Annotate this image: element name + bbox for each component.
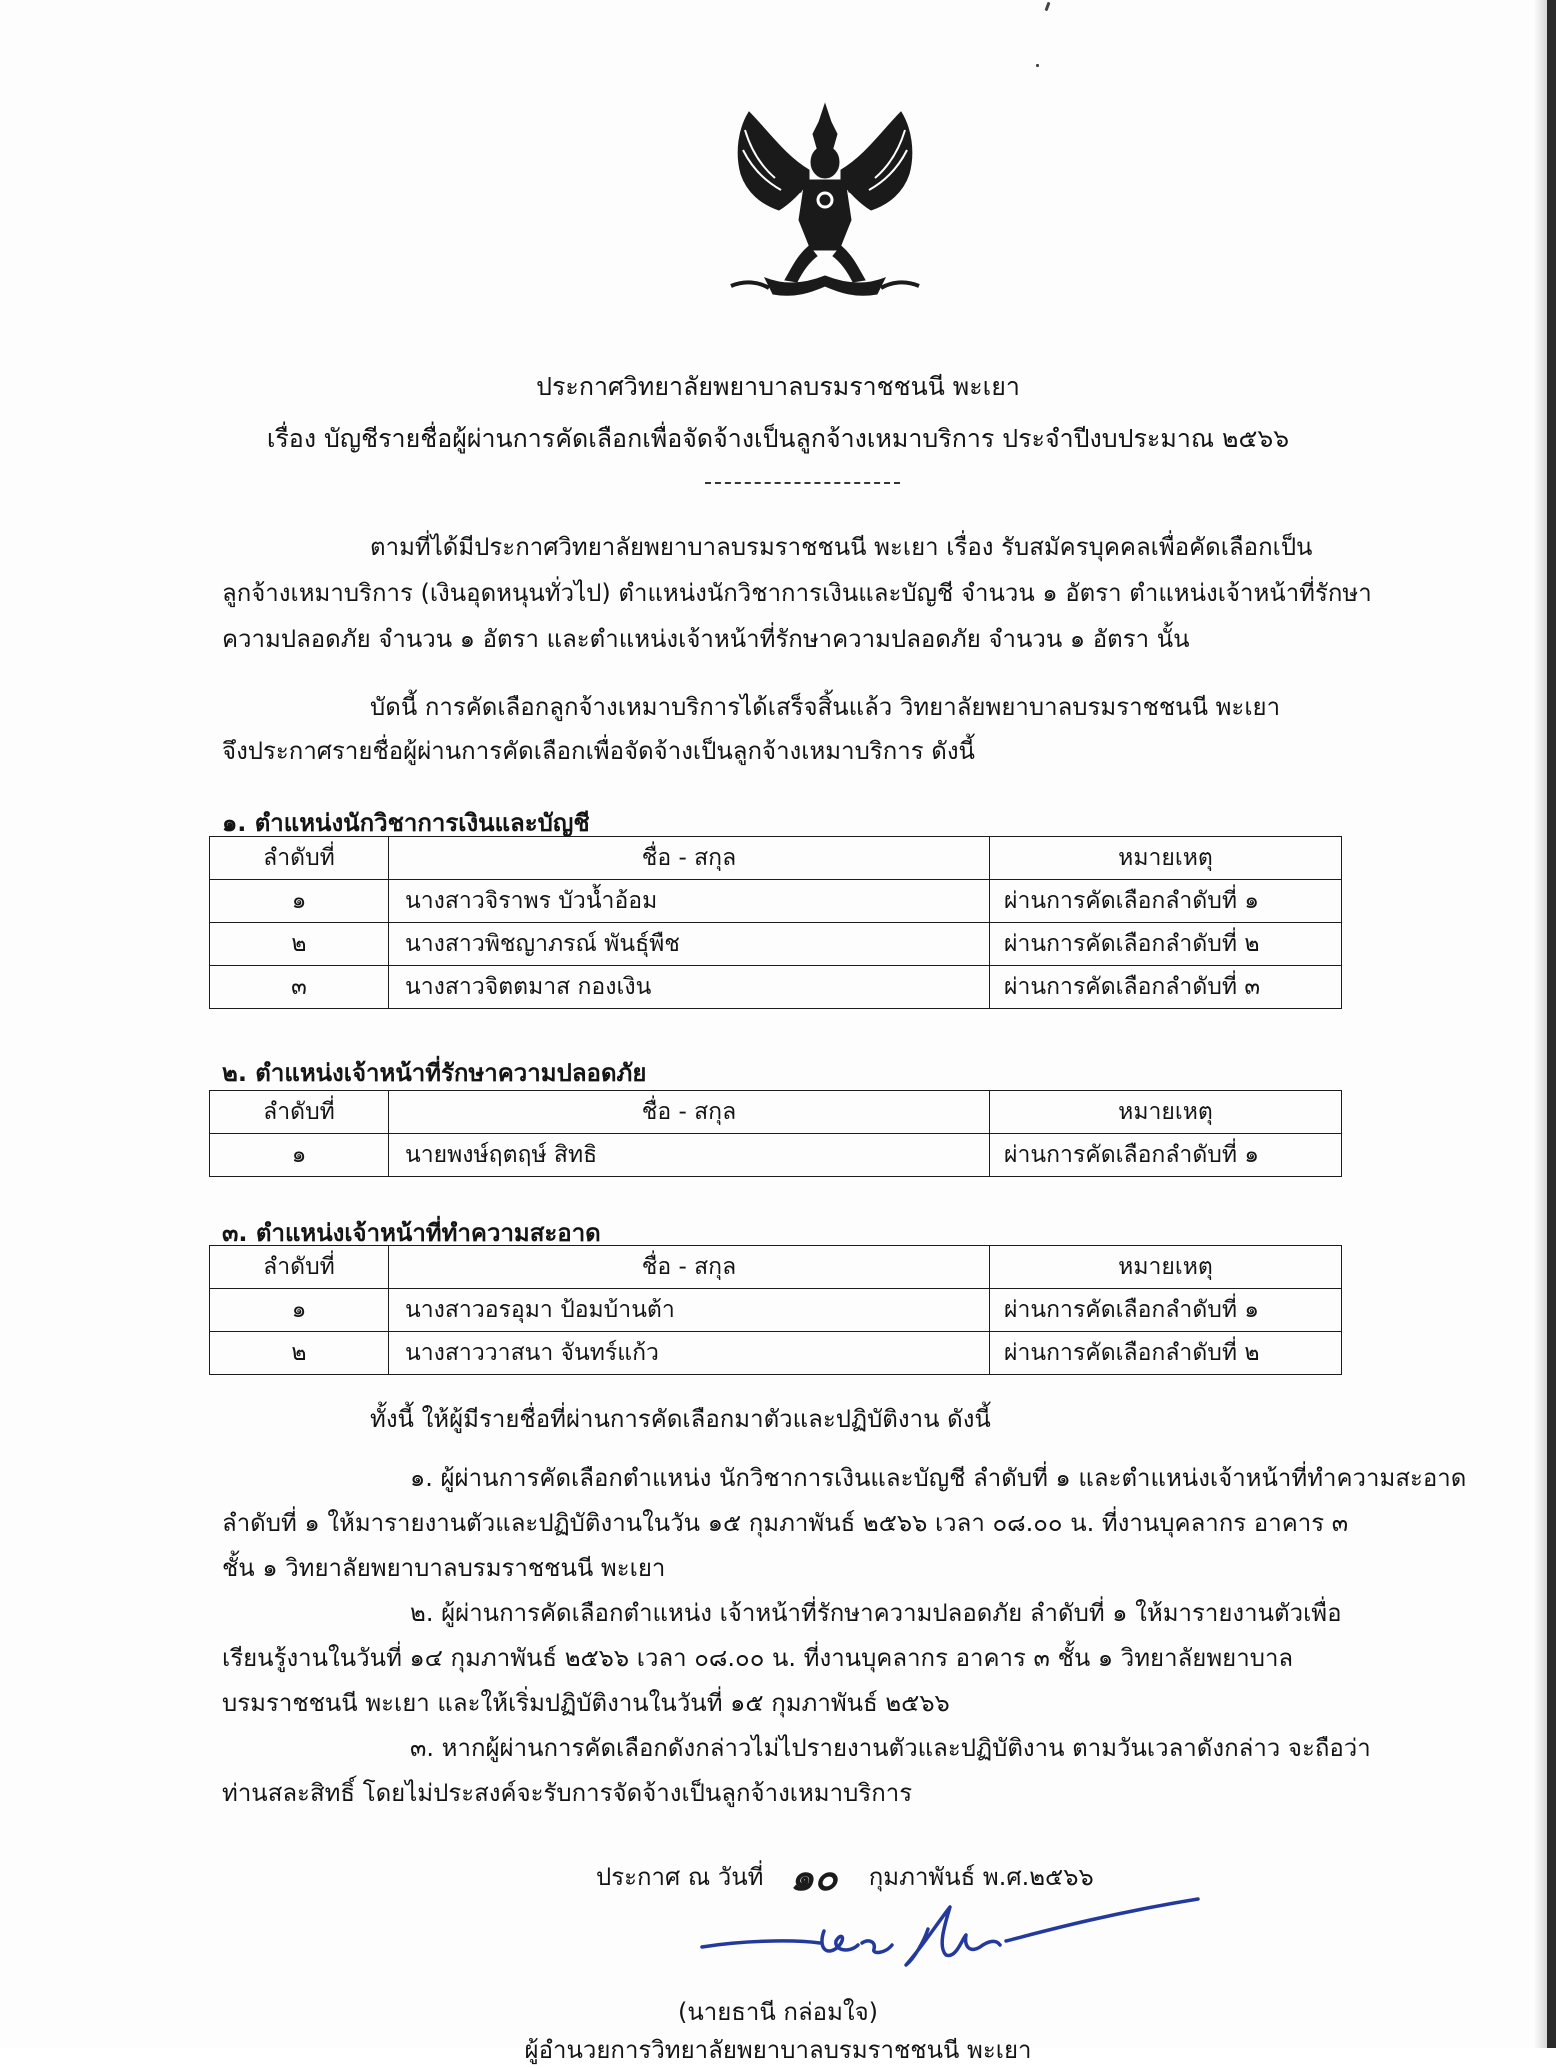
instruction-line: บรมราชชนนี พะเยา และให้เริ่มปฏิบัติงานในวันที่ ๑๕ กุมภาพันธ์ ๒๕๖๖	[222, 1689, 950, 1717]
column-header-name: ชื่อ - สกุล	[389, 837, 990, 880]
scan-edge-shadow	[1533, 0, 1547, 2048]
order-cell: ๒	[210, 1332, 389, 1375]
name-cell: นางสาวอรอุมา ป้อมบ้านต้า	[389, 1289, 990, 1332]
announcement-date	[596, 1857, 1094, 1896]
order-cell: ๑	[210, 1289, 389, 1332]
date-prefix: ประกาศ ณ วันที่	[596, 1863, 764, 1891]
table-row	[210, 880, 1342, 923]
column-header-remark: หมายเหตุ	[990, 1246, 1342, 1289]
scan-speck	[1045, 2, 1051, 11]
table-header-row	[210, 837, 1342, 880]
instructions-intro: ทั้งนี้ ให้ผู้มีรายชื่อที่ผ่านการคัดเลือกมาตัวและปฏิบัติงาน ดังนี้	[370, 1405, 991, 1433]
remark-cell: ผ่านการคัดเลือกลำดับที่ ๒	[990, 923, 1342, 966]
name-cell: นางสาวจิราพร บัวน้ำอ้อม	[389, 880, 990, 923]
remark-cell: ผ่านการคัดเลือกลำดับที่ ๓	[990, 966, 1342, 1009]
title-divider	[705, 482, 900, 484]
handwritten-day: ๑๐	[790, 1854, 838, 1899]
scan-edge	[1547, 0, 1556, 2048]
column-header-remark: หมายเหตุ	[990, 837, 1342, 880]
garuda-emblem-icon	[705, 100, 945, 300]
instruction-line: ๓. หากผู้ผ่านการคัดเลือกดังกล่าวไม่ไปรายงานตัวและปฏิบัติงาน ตามวันเวลาดังกล่าว จะถือว่า	[410, 1734, 1371, 1762]
remark-cell: ผ่านการคัดเลือกลำดับที่ ๒	[990, 1332, 1342, 1375]
table-row	[210, 1134, 1342, 1177]
section-heading-cleaning: ๓. ตำแหน่งเจ้าหน้าที่ทำความสะอาด	[222, 1219, 601, 1247]
announcement-subject: เรื่อง บัญชีรายชื่อผู้ผ่านการคัดเลือกเพื่อจัดจ้างเป็นลูกจ้างเหมาบริการ ประจำปีงบประมาณ ๒๕๖๖	[266, 424, 1290, 453]
order-cell: ๓	[210, 966, 389, 1009]
instruction-line: ลำดับที่ ๑ ให้มารายงานตัวและปฏิบัติงานในวัน ๑๕ กุมภาพันธ์ ๒๕๖๖ เวลา ๐๘.๐๐ น. ที่งานบุคลากร อาคาร ๓	[222, 1509, 1349, 1537]
column-header-name: ชื่อ - สกุล	[389, 1091, 990, 1134]
intro-paragraph-line: ลูกจ้างเหมาบริการ (เงินอุดหนุนทั่วไป) ตำแหน่งนักวิชาการเงินและบัญชี จำนวน ๑ อัตรา ตำแหน่งเจ้าหน้าที่รักษา	[222, 579, 1372, 607]
name-cell: นางสาววาสนา จันทร์แก้ว	[389, 1332, 990, 1375]
signer-name: (นายธานี กล่อมใจ)	[677, 1998, 879, 2026]
instruction-line: ๑. ผู้ผ่านการคัดเลือกตำแหน่ง นักวิชาการเงินและบัญชี ลำดับที่ ๑ และตำแหน่งเจ้าหน้าที่ทำความสะอาด	[410, 1464, 1467, 1492]
instruction-line: ท่านสละสิทธิ์ โดยไม่ประสงค์จะรับการจัดจ้างเป็นลูกจ้างเหมาบริการ	[222, 1779, 913, 1807]
table-row	[210, 923, 1342, 966]
remark-cell: ผ่านการคัดเลือกลำดับที่ ๑	[990, 1289, 1342, 1332]
result-paragraph-line: จึงประกาศรายชื่อผู้ผ่านการคัดเลือกเพื่อจัดจ้างเป็นลูกจ้างเหมาบริการ ดังนี้	[222, 737, 975, 765]
signer-position: ผู้อำนวยการวิทยาลัยพยาบาลบรมราชชนนี พะเยา	[524, 2036, 1032, 2064]
table-row	[210, 1332, 1342, 1375]
remark-cell: ผ่านการคัดเลือกลำดับที่ ๑	[990, 1134, 1342, 1177]
table-row	[210, 966, 1342, 1009]
column-header-name: ชื่อ - สกุล	[389, 1246, 990, 1289]
candidate-table-cleaning	[209, 1245, 1342, 1375]
section-heading-finance: ๑. ตำแหน่งนักวิชาการเงินและบัญชี	[222, 809, 590, 837]
instruction-line: เรียนรู้งานในวันที่ ๑๔ กุมภาพันธ์ ๒๕๖๖ เวลา ๐๘.๐๐ น. ที่งานบุคลากร อาคาร ๓ ชั้น ๑ วิทยาลัยพยาบาล	[222, 1644, 1294, 1672]
name-cell: นายพงษ์ฤตฤษ์ สิทธิ	[389, 1134, 990, 1177]
announcement-title: ประกาศวิทยาลัยพยาบาลบรมราชชนนี พะเยา	[536, 372, 1020, 401]
table-header-row	[210, 1246, 1342, 1289]
intro-paragraph-line: ความปลอดภัย จำนวน ๑ อัตรา และตำแหน่งเจ้าหน้าที่รักษาความปลอดภัย จำนวน ๑ อัตรา นั้น	[222, 625, 1190, 653]
name-cell: นางสาวพิชญาภรณ์ พันธุ์พืช	[389, 923, 990, 966]
column-header-order: ลำดับที่	[210, 1246, 389, 1289]
column-header-order: ลำดับที่	[210, 1091, 389, 1134]
date-month-year: กุมภาพันธ์ พ.ศ.๒๕๖๖	[868, 1863, 1094, 1891]
order-cell: ๑	[210, 1134, 389, 1177]
column-header-remark: หมายเหตุ	[990, 1091, 1342, 1134]
scan-speck	[1036, 64, 1039, 67]
remark-cell: ผ่านการคัดเลือกลำดับที่ ๑	[990, 880, 1342, 923]
column-header-order: ลำดับที่	[210, 837, 389, 880]
candidate-table-security	[209, 1090, 1342, 1177]
name-cell: นางสาวจิตตมาส กองเงิน	[389, 966, 990, 1009]
instruction-line: ชั้น ๑ วิทยาลัยพยาบาลบรมราชชนนี พะเยา	[222, 1554, 666, 1582]
order-cell: ๒	[210, 923, 389, 966]
candidate-table-finance	[209, 836, 1342, 1009]
intro-paragraph-line: ตามที่ได้มีประกาศวิทยาลัยพยาบาลบรมราชชนนี พะเยา เรื่อง รับสมัครบุคคลเพื่อคัดเลือกเป็น	[370, 533, 1313, 561]
table-row	[210, 1289, 1342, 1332]
instruction-line: ๒. ผู้ผ่านการคัดเลือกตำแหน่ง เจ้าหน้าที่รักษาความปลอดภัย ลำดับที่ ๑ ให้มารายงานตัวเพื่อ	[410, 1599, 1342, 1627]
handwritten-signature	[700, 1895, 1200, 1985]
table-header-row	[210, 1091, 1342, 1134]
order-cell: ๑	[210, 880, 389, 923]
section-heading-security: ๒. ตำแหน่งเจ้าหน้าที่รักษาความปลอดภัย	[222, 1059, 647, 1087]
result-paragraph-line: บัดนี้ การคัดเลือกลูกจ้างเหมาบริการได้เสร็จสิ้นแล้ว วิทยาลัยพยาบาลบรมราชชนนี พะเยา	[370, 693, 1281, 721]
